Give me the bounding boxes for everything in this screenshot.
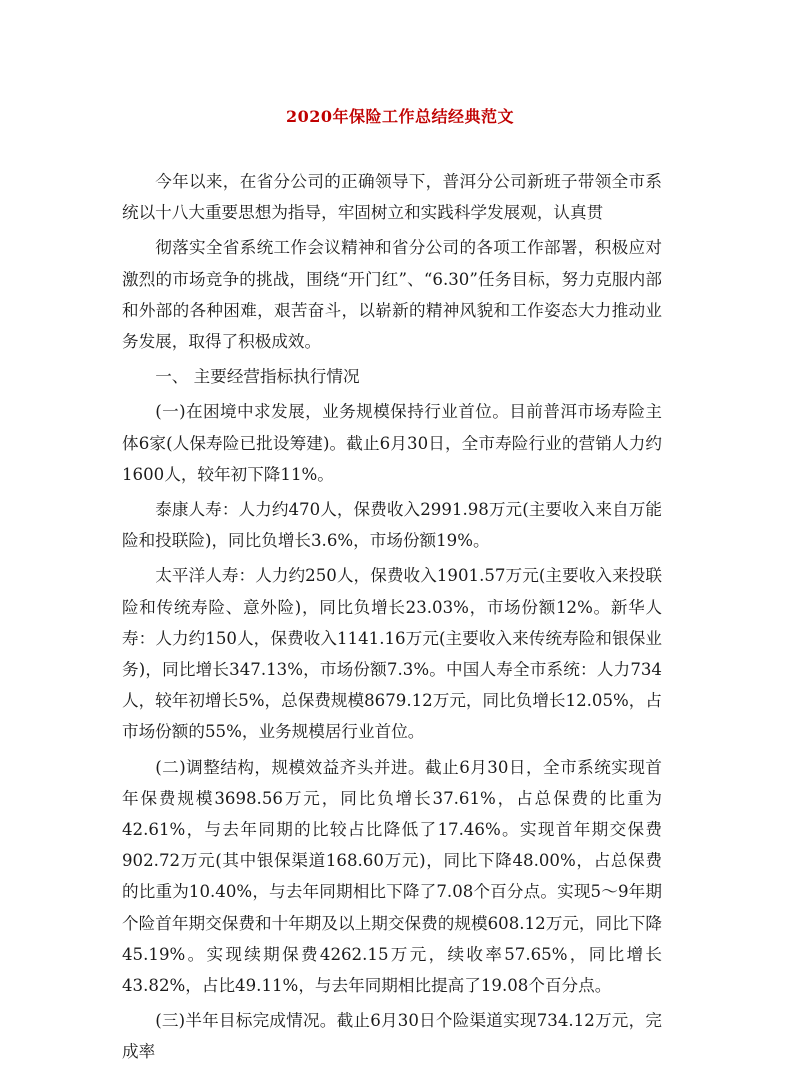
paragraph-subsection-2: (二)调整结构，规模效益齐头并进。截止6月30日，全市系统实现首年保费规模3698.56万元，同比负增长37.61%，占总保费的比重为42.61%，与去年同期的比较占比降低了17.46%。实现首年期交保费902.72万元(其中银保渠道168.60万元)，同比下降48.00%，占总保费的比重为10.40%，与去年同期相比下降了7.08个百分点。实现5～9年期个险首年期交保费和十年期及以上期交保费的规模608.12万元，同比下降45.19%。实现续期保费4262.15万元，续收率57.65%，同比增长43.82%，占比49.11%，与去年同期相比提高了19.08个百分点。: [122, 757, 662, 996]
document-title: 2020年保险工作总结经典范文: [285, 107, 515, 126]
paragraph-intro: 今年以来，在省分公司的正确领导下，普洱分公司新班子带领全市系统以十八大重要思想为指导，牢固树立和实践科学发展观，认真贯: [122, 172, 662, 223]
document-body: [122, 166, 662, 1072]
paragraph-subsection-1: (一)在困境中求发展，业务规模保持行业首位。目前普洱市场寿险主体6家(人保寿险已批设筹建)。截止6月30日，全市寿险行业的营销人力约1600人，较年初下降11%。: [122, 402, 662, 484]
paragraph-taikang: 泰康人寿：人力约470人，保费收入2991.98万元(主要收入来自万能险和投联险)，同比负增长3.6%，市场份额19%。: [122, 500, 662, 551]
paragraph-subsection-3: (三)半年目标完成情况。截止6月30日个险渠道实现734.12万元，完成率: [122, 1011, 662, 1062]
paragraph-implementation: 彻落实全省系统工作会议精神和省分公司的各项工作部署，积极应对激烈的市场竞争的挑战，围绕“开门红”、“6.30”任务目标，努力克服内部和外部的各种困难，艰苦奋斗，以崭新的精神风貌和工作姿态大力推动业务发展，取得了积极成效。: [122, 238, 662, 352]
section-heading-1: 一、 主要经营指标执行情况: [155, 367, 360, 387]
paragraph-cpic-newchina-chinalife: 太平洋人寿：人力约250人，保费收入1901.57万元(主要收入来投联险和传统寿险、意外险)，同比负增长23.03%，市场份额12%。新华人寿：人力约150人，保费收入1141.16万元(主要收入来传统寿险和银保业务)，同比增长347.13%，市场份额7.3%。中国人寿全市系统：人力734人，较年初增长5%，总保费规模8679.12万元，同比负增长12.05%，占市场份额的55%，业务规模居行业首位。: [122, 566, 662, 742]
